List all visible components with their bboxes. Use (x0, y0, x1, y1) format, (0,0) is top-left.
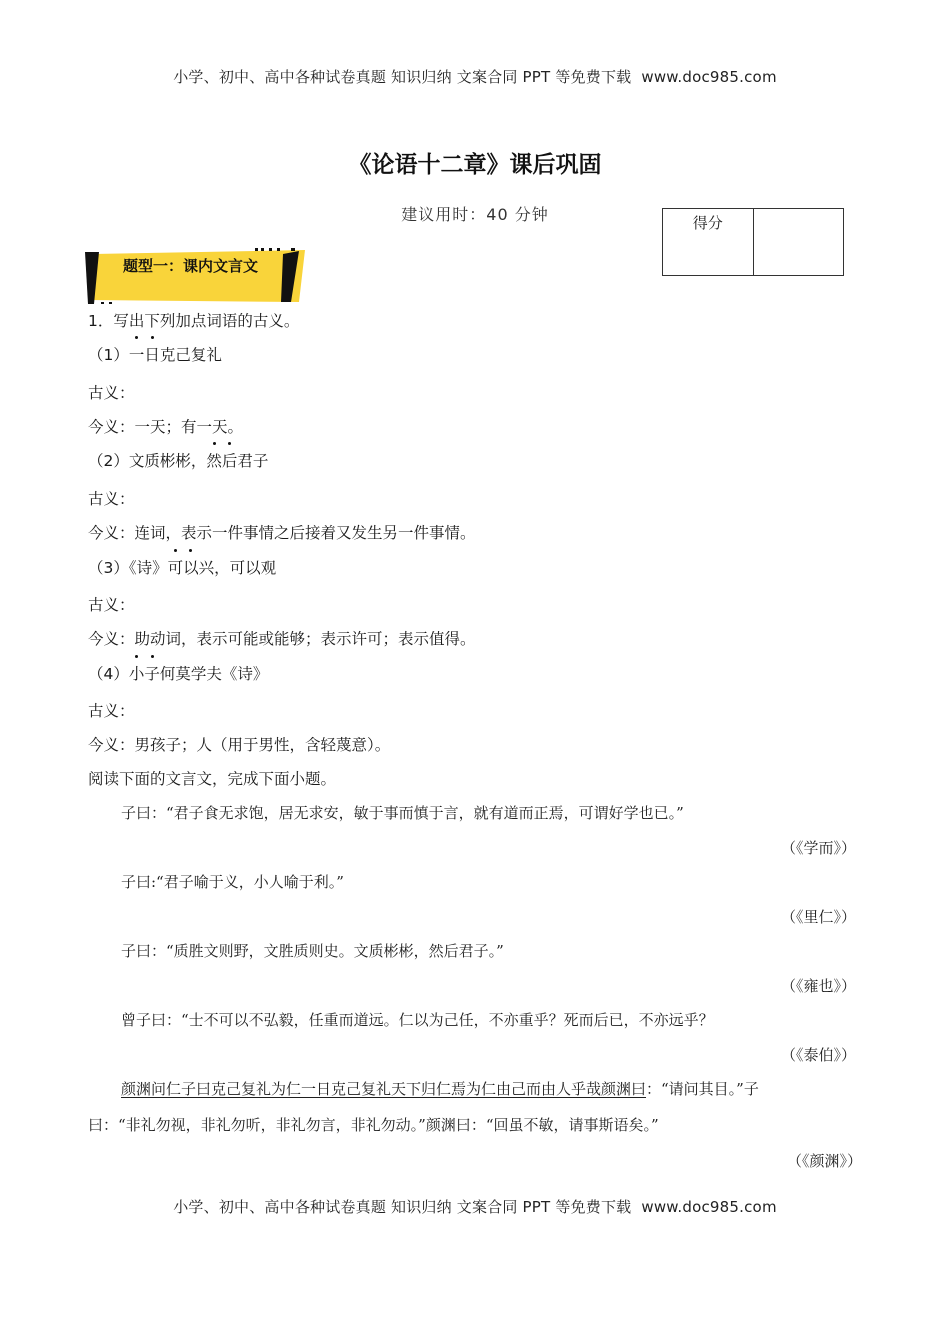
dotted-word (206, 452, 237, 470)
item-prefix: （2）文质彬彬， (88, 452, 207, 470)
q1-item-4 (88, 662, 268, 684)
passage-5-rest: ：“请问其目。”子 (646, 1080, 759, 1098)
modern-meaning-4: 今义：男孩子；人（用于男性，含轻蔑意）。 (88, 736, 391, 754)
q1-item-1 (88, 343, 222, 365)
dotted-char: 以 (183, 556, 199, 578)
page-title: 《论语十二章》课后巩固 (348, 152, 602, 178)
ancient-meaning-2[interactable]: 古义： (88, 490, 135, 508)
header-url[interactable]: www.doc985.com (641, 68, 777, 86)
item-suffix: 君子 (237, 452, 269, 470)
modern-meaning-3: 今义：助动词，表示可能或能够；表示许可；表示值得。 (88, 630, 476, 648)
page-header (0, 66, 950, 87)
dotted-word (129, 665, 160, 683)
passage-1-source: （《学而》） (780, 839, 856, 857)
dotted-word (168, 559, 199, 577)
modern-meaning-2: 今义：连词，表示一件事情之后接着又发生另一件事情。 (88, 524, 476, 542)
dotted-char: 小 (129, 662, 145, 684)
modern-meaning-1: 今义：一天；有一天。 (88, 418, 244, 436)
q1-item-2 (88, 449, 268, 471)
dotted-char: 可 (168, 556, 184, 578)
dotted-char: 子 (144, 662, 160, 684)
dotted-word (129, 346, 160, 364)
footer-url[interactable]: www.doc985.com (641, 1198, 777, 1216)
item-suffix: 克己复礼 (159, 346, 222, 364)
item-prefix: （3）《诗》 (88, 559, 168, 577)
passage-3: 子曰：“质胜文则野，文胜质则史。文质彬彬，然后君子。” (121, 942, 504, 960)
passage-2-source: （《里仁》） (780, 908, 856, 926)
passage-3-source: （《雍也》） (780, 977, 856, 995)
dotted-char: 一 (129, 343, 145, 365)
dotted-char: 然 (206, 449, 222, 471)
passage-1: 子曰：“君子食无求饱，居无求安，敏于事而慎于言，就有道而正焉，可谓好学也已。” (121, 804, 684, 822)
ancient-meaning-1[interactable]: 古义： (88, 384, 135, 402)
score-value[interactable] (753, 209, 844, 275)
page-footer (0, 1196, 950, 1217)
q1-item-3 (88, 556, 276, 578)
passage-5-line-1 (121, 1078, 759, 1099)
score-label: 得分 (692, 214, 723, 232)
punctuation-underline-text: 颜渊问仁子曰克己复礼为仁一日克己复礼天下归仁焉为仁由己而由人乎哉颜渊曰 (121, 1080, 647, 1098)
score-box (662, 208, 844, 276)
suggested-time: 建议用时：40 分钟 (401, 205, 549, 224)
ancient-meaning-3[interactable]: 古义： (88, 596, 135, 614)
ancient-meaning-4[interactable]: 古义： (88, 702, 135, 720)
section-banner (85, 248, 307, 304)
footer-text: 小学、初中、高中各种试卷真题 知识归纳 文案合同 PPT 等免费下载 (173, 1198, 632, 1216)
item-prefix: （4） (88, 665, 129, 683)
item-prefix: （1） (88, 346, 129, 364)
passage-4: 曾子曰：“士不可以不弘毅，任重而道远。仁以为己任，不亦重乎？死而后已，不亦远乎？ (121, 1011, 714, 1029)
q1-stem: 1．写出下列加点词语的古义。 (88, 312, 300, 330)
section-label: 题型一：课内文言文 (123, 257, 259, 275)
reading-intro: 阅读下面的文言文，完成下面小题。 (88, 770, 337, 788)
passage-4-source: （《泰伯》） (780, 1046, 856, 1064)
item-suffix: 何莫学夫《诗》 (159, 665, 269, 683)
dotted-char: 后 (222, 449, 238, 471)
passage-2: 子曰:“君子喻于义，小人喻于利。” (121, 873, 344, 891)
passage-5-line-2: 曰：“非礼勿视，非礼勿听，非礼勿言，非礼勿动。”颜渊曰：“回虽不敏，请事斯语矣。” (88, 1116, 659, 1134)
header-text: 小学、初中、高中各种试卷真题 知识归纳 文案合同 PPT 等免费下载 (173, 68, 632, 86)
item-suffix: 兴，可以观 (198, 559, 277, 577)
dotted-char: 日 (144, 343, 160, 365)
passage-5-source: （《颜渊》） (786, 1152, 862, 1170)
